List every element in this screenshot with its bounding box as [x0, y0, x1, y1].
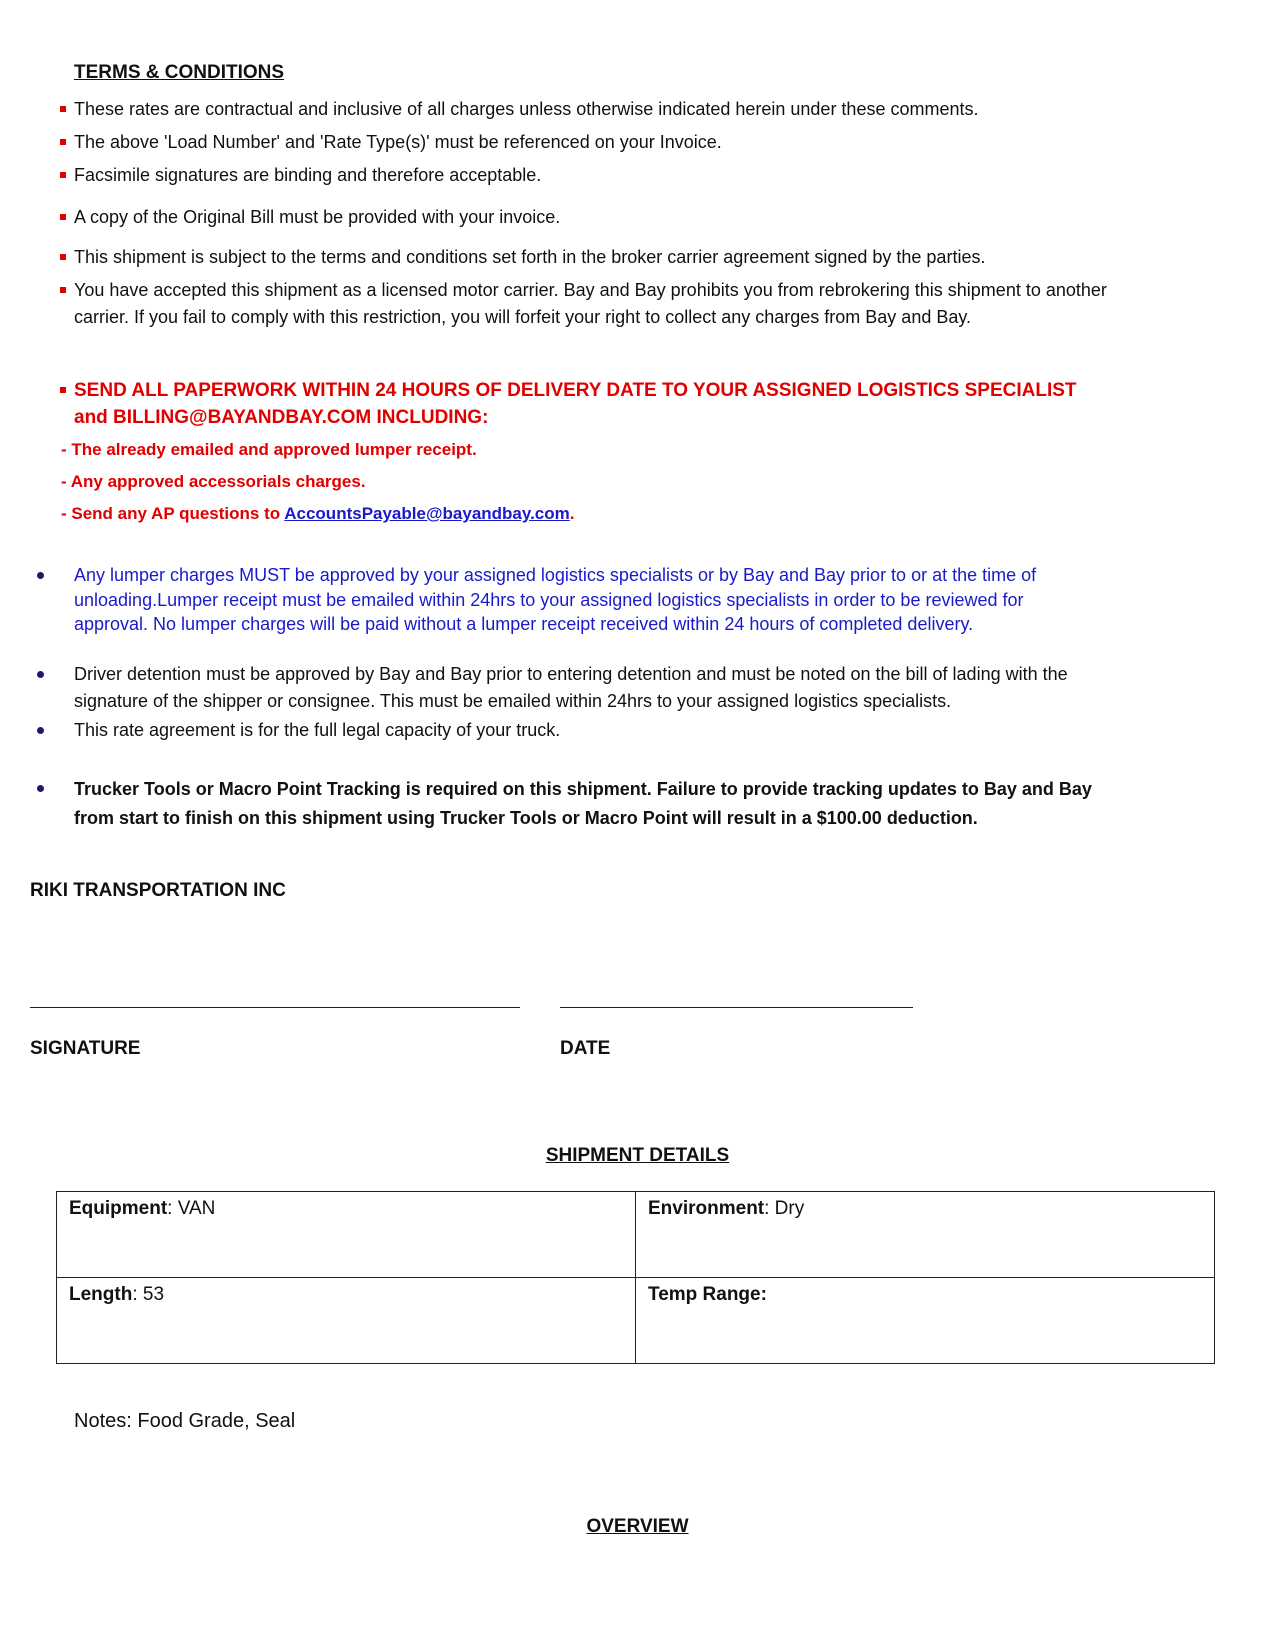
shipment-details-table	[56, 1191, 1215, 1364]
round-bullet-icon	[37, 671, 44, 678]
accounts-payable-email-link[interactable]: AccountsPayable@bayandbay.com	[284, 504, 570, 523]
shipment-details-title: SHIPMENT DETAILS	[545, 1145, 730, 1166]
paperwork-sub-accessorials: - Any approved accessorials charges.	[61, 472, 366, 491]
ap-questions-suffix: .	[569, 504, 575, 523]
length-value: : 53	[132, 1284, 165, 1305]
overview-title: OVERVIEW	[586, 1516, 689, 1537]
square-bullet-icon	[60, 214, 66, 220]
length-cell	[57, 1278, 636, 1364]
lumper-policy: Any lumper charges MUST be approved by your assigned logistics specialists or by Bay and Bay prior to or at the time of unloading.Lumper receipt must be emailed within 24hrs to your assigned logistics specialists in order to be reviewed for approval. No lumper charges will be paid without a lumper receipt received within 24 hours of completed delivery.	[74, 565, 1037, 634]
round-bullet-icon	[37, 785, 44, 792]
square-bullet-icon	[60, 387, 66, 393]
terms-item: Facsimile signatures are binding and therefore acceptable.	[74, 165, 542, 185]
round-bullet-icon	[37, 572, 44, 579]
terms-item: A copy of the Original Bill must be provided with your invoice.	[74, 207, 561, 227]
date-line[interactable]	[560, 1007, 913, 1008]
terms-item: These rates are contractual and inclusive of all charges unless otherwise indicated herein under these comments.	[74, 99, 979, 119]
environment-value: : Dry	[764, 1198, 805, 1219]
shipment-notes: Notes: Food Grade, Seal	[74, 1410, 296, 1432]
terms-item: This shipment is subject to the terms and conditions set forth in the broker carrier agreement signed by the parties.	[74, 247, 986, 267]
length-label: Length	[69, 1284, 133, 1305]
signature-label: SIGNATURE	[30, 1038, 141, 1059]
round-bullet-icon	[37, 727, 44, 734]
square-bullet-icon	[60, 287, 66, 293]
environment-cell	[636, 1192, 1215, 1278]
capacity-policy: This rate agreement is for the full legal capacity of your truck.	[74, 720, 561, 740]
table-row	[57, 1192, 1215, 1278]
shipment-details-heading	[0, 1145, 1275, 1167]
equipment-label: Equipment	[69, 1198, 168, 1219]
paperwork-sub-lumper: - The already emailed and approved lumper receipt.	[61, 440, 477, 459]
square-bullet-icon	[60, 254, 66, 260]
temp-range-cell	[636, 1278, 1215, 1364]
environment-label: Environment	[648, 1198, 765, 1219]
signature-line[interactable]	[30, 1007, 520, 1008]
terms-item: You have accepted this shipment as a licensed motor carrier. Bay and Bay prohibits you from rebrokering this shipment to another carrier. If you fail to comply with this restriction, you will forfeit your right to collect any charges from Bay and Bay.	[74, 280, 1107, 327]
temp-range-label: Temp Range:	[648, 1284, 767, 1305]
carrier-name: RIKI TRANSPORTATION INC	[30, 880, 286, 901]
equipment-cell	[57, 1192, 636, 1278]
terms-heading: TERMS & CONDITIONS	[74, 62, 285, 83]
square-bullet-icon	[60, 172, 66, 178]
terms-item: The above 'Load Number' and 'Rate Type(s)' must be referenced on your Invoice.	[74, 132, 722, 152]
detention-policy: Driver detention must be approved by Bay and Bay prior to entering detention and must be noted on the bill of lading with the signature of the shipper or consignee. This must be emailed within 24hrs to your assigned logistics specialists.	[74, 664, 1068, 711]
square-bullet-icon	[60, 106, 66, 112]
date-label: DATE	[560, 1038, 611, 1059]
table-row	[57, 1278, 1215, 1364]
overview-heading	[0, 1516, 1275, 1538]
paperwork-sub-ap-questions	[61, 502, 575, 526]
paperwork-instruction: SEND ALL PAPERWORK WITHIN 24 HOURS OF DELIVERY DATE TO YOUR ASSIGNED LOGISTICS SPECIALIST and BILLING@BAYANDBAY.COM INCLUDING:	[74, 380, 1077, 428]
square-bullet-icon	[60, 139, 66, 145]
tracking-policy: Trucker Tools or Macro Point Tracking is required on this shipment. Failure to provide tracking updates to Bay and Bay from start to finish on this shipment using Trucker Tools or Macro Point will result in a $100.00 deduction.	[74, 779, 1092, 828]
equipment-value: : VAN	[167, 1198, 216, 1219]
ap-questions-prefix: - Send any AP questions to	[61, 504, 285, 523]
